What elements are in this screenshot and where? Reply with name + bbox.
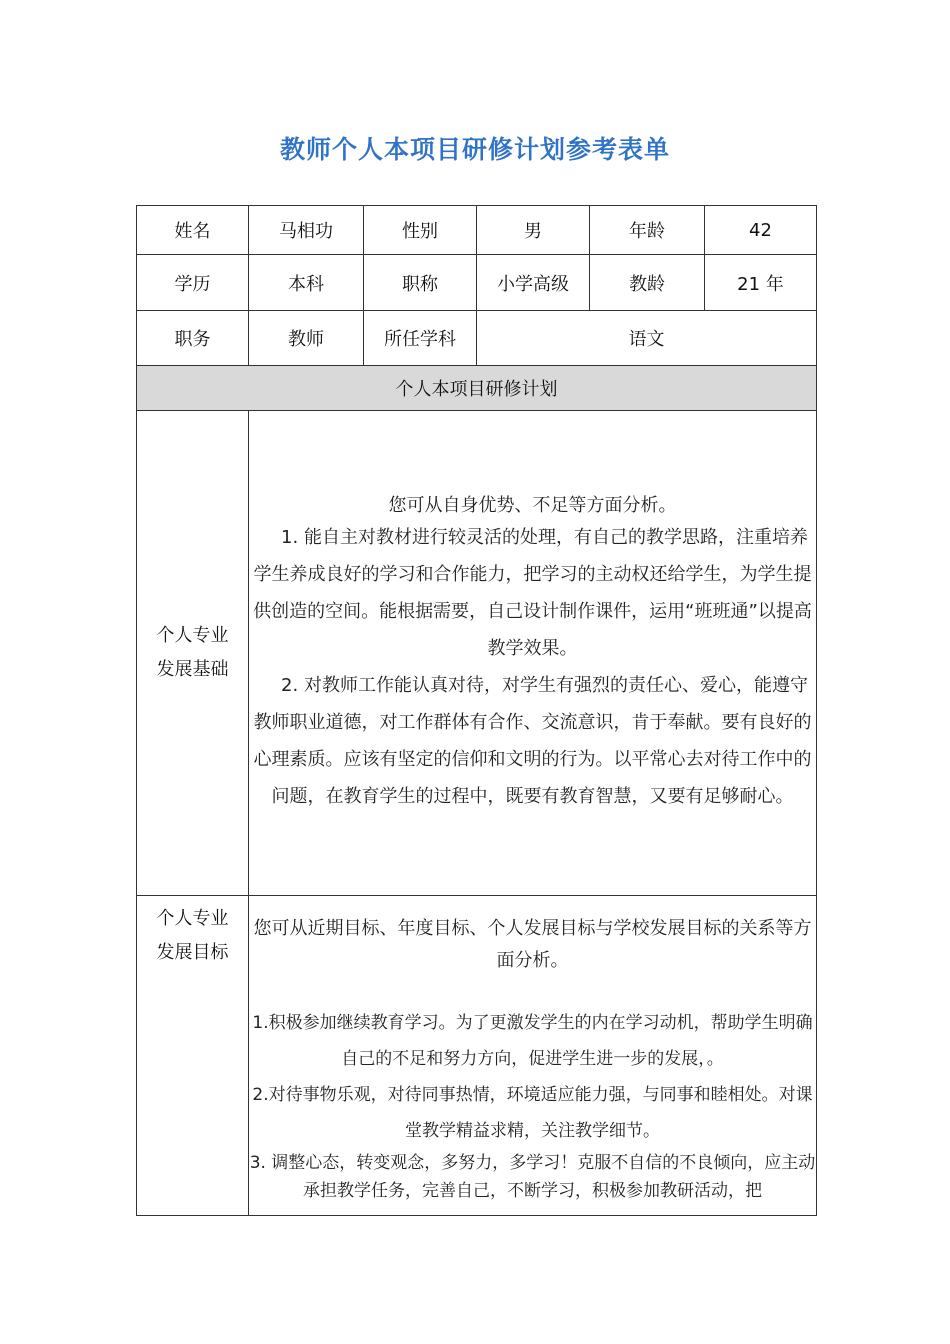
basis-hint: 您可从自身优势、不足等方面分析。 [388, 495, 677, 516]
goal-spacer [249, 977, 816, 1005]
table-row [137, 255, 817, 311]
basis-label-line2: 发展基础 [156, 659, 229, 680]
plan-form-table [136, 205, 817, 1216]
table-row [137, 311, 817, 366]
name-label: 姓名 [137, 206, 249, 255]
goal-item-3: 3. 调整心态，转变观念，多努力，多学习！克服不自信的不良倾向，应主动承担教学任务，完善自己，不断学习，积极参加教研活动，把 [249, 1152, 816, 1201]
name-value: 马相功 [249, 206, 364, 255]
table-row [137, 206, 817, 255]
goal-item-2: 2.对待事物乐观，对待同事热情，环境适应能力强，与同事和睦相处。对课堂教学精益求精，关注教学细节。 [252, 1084, 813, 1141]
page-title: 教师个人本项目研修计划参考表单 [279, 135, 670, 164]
section-title: 个人本项目研修计划 [137, 366, 817, 411]
goal-content[interactable] [249, 896, 817, 1216]
gender-value: 男 [477, 206, 590, 255]
table-row [137, 896, 817, 1216]
goal-item-1: 1.积极参加继续教育学习。为了更激发学生的内在学习动机，帮助学生明确自己的不足和努力方向，促进学生进一步的发展，。 [252, 1012, 813, 1069]
education-value: 本科 [249, 255, 364, 311]
position-label: 职务 [137, 311, 249, 366]
gender-label: 性别 [364, 206, 477, 255]
goal-label-line2: 发展目标 [156, 942, 229, 963]
table-row [137, 411, 817, 896]
goal-label-line1: 个人专业 [156, 908, 229, 929]
education-label: 学历 [137, 255, 249, 311]
basis-content[interactable] [249, 411, 817, 896]
basis-label [137, 411, 249, 896]
age-value: 42 [705, 206, 817, 255]
rank-value: 小学高级 [477, 255, 590, 311]
teaching-years-value: 21 年 [705, 255, 817, 311]
basis-label-line1: 个人专业 [156, 625, 229, 646]
rank-label: 职称 [364, 255, 477, 311]
goal-label [137, 896, 249, 1216]
subject-value: 语文 [477, 311, 817, 366]
teaching-years-label: 教龄 [590, 255, 705, 311]
basis-item-2: 2. 对教师工作能认真对待，对学生有强烈的责任心、爱心，能遵守教师职业道德，对工作群体有合作、交流意识，肯于奉献。要有良好的心理素质。应该有坚定的信仰和文明的行为。以平常心去对待工作中的问题，在教育学生的过程中，既要有教育智慧，又要有足够耐心。 [253, 675, 812, 807]
basis-item-1: 1. 能自主对教材进行较灵活的处理，有自己的教学思路，注重培养学生养成良好的学习和合作能力，把学习的主动权还给学生，为学生提供创造的空间。能根据需要，自己设计制作课件，运用“班班通”以提高教学效果。 [253, 527, 812, 659]
position-value: 教师 [249, 311, 364, 366]
subject-label: 所任学科 [364, 311, 477, 366]
age-label: 年龄 [590, 206, 705, 255]
table-row [137, 366, 817, 411]
goal-hint: 您可从近期目标、年度目标、个人发展目标与学校发展目标的关系等方面分析。 [253, 917, 812, 971]
